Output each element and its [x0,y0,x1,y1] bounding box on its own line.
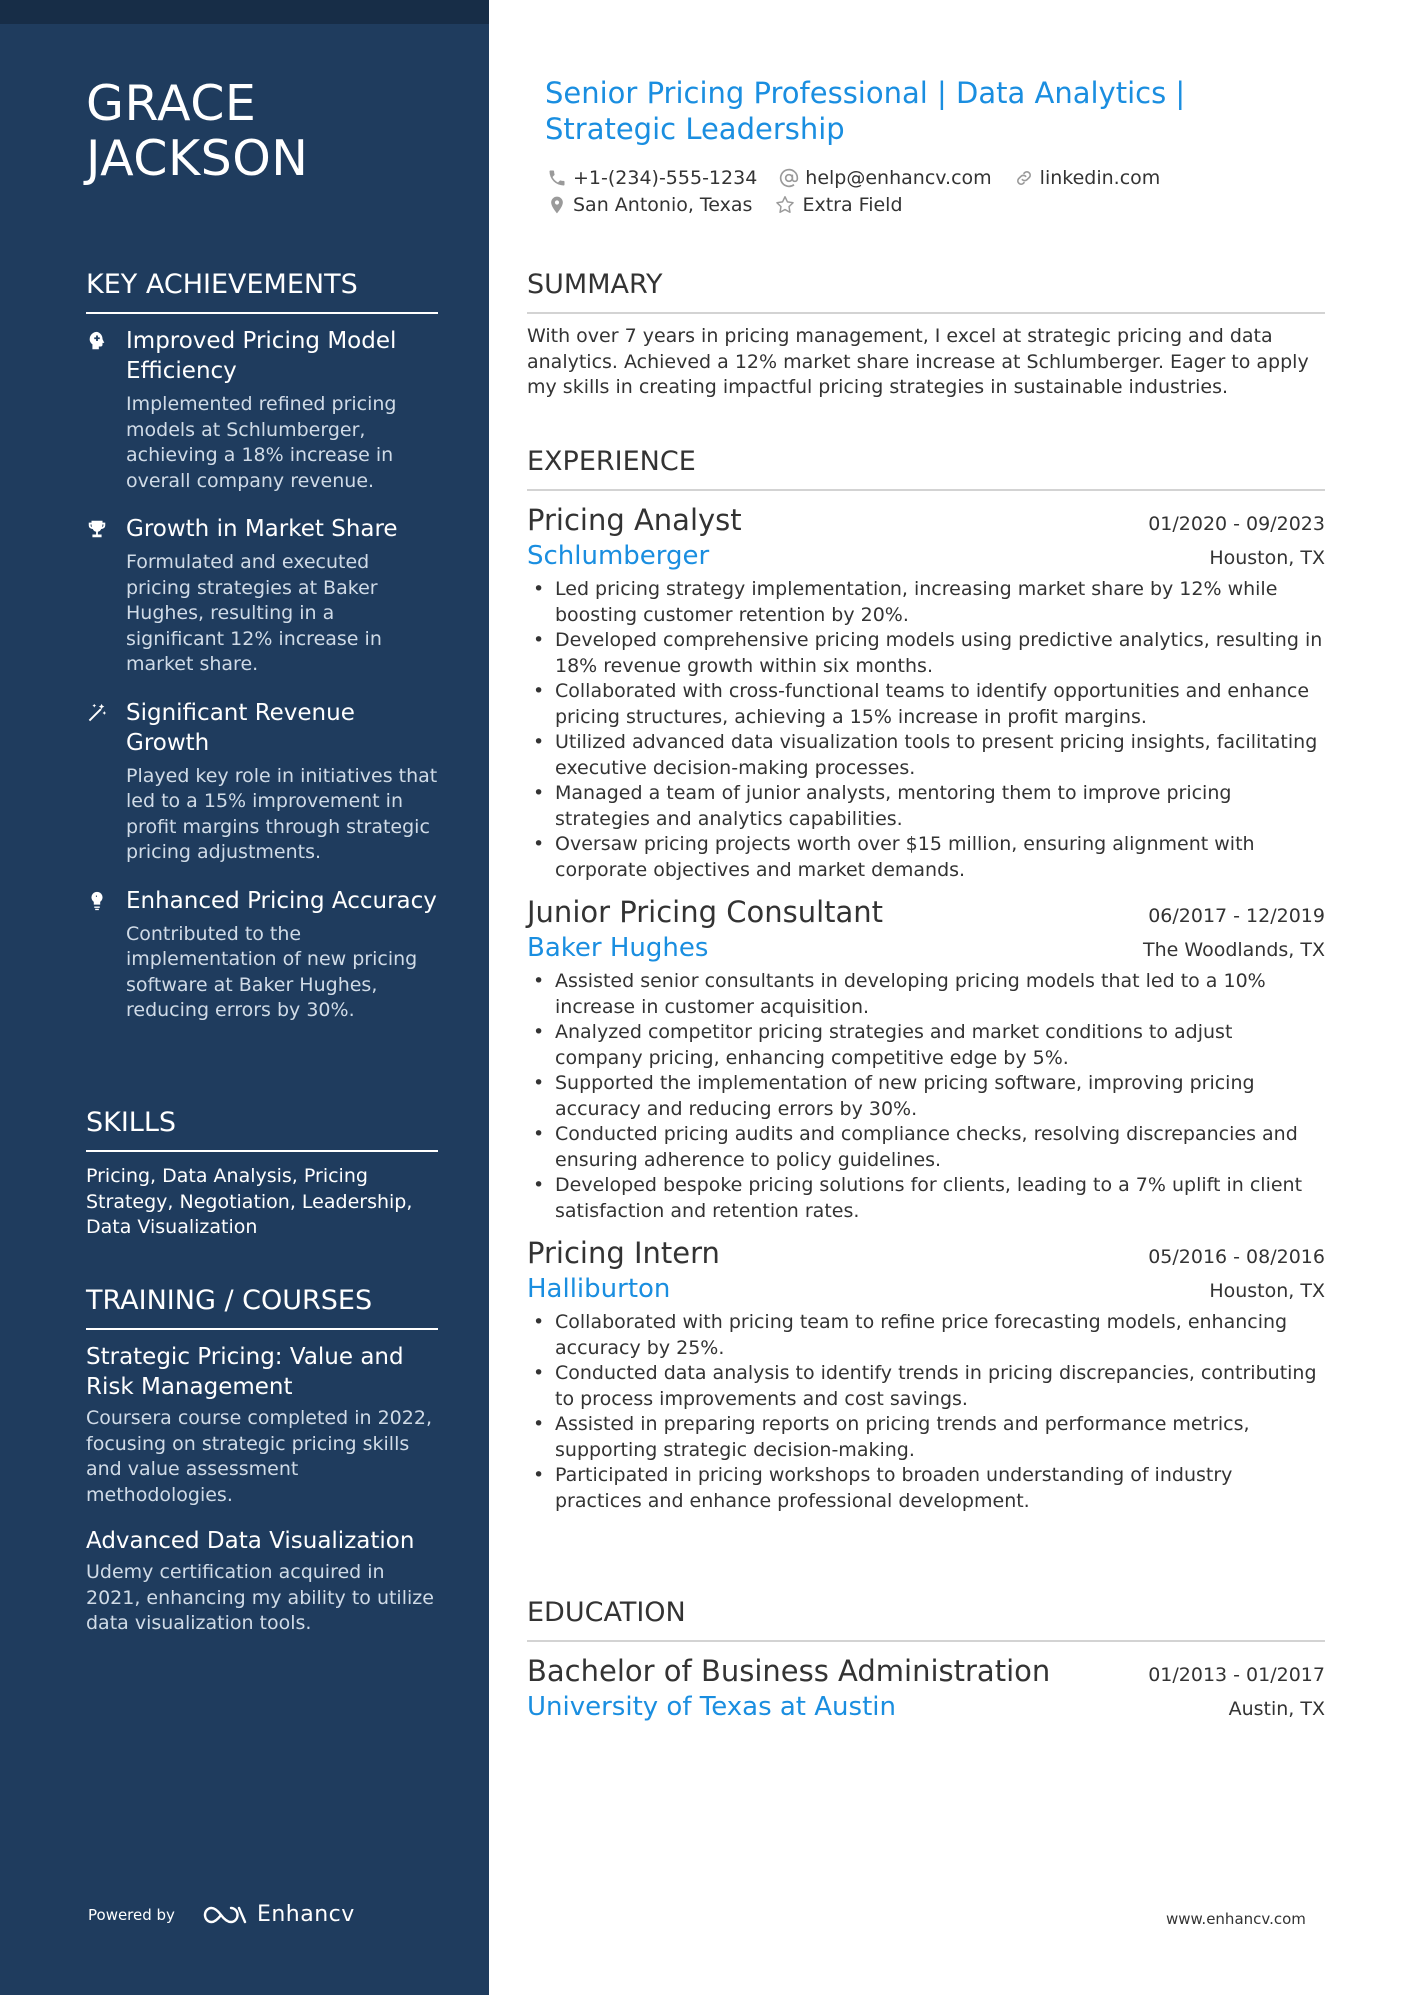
job-bullet: • Participated in pricing workshops to broaden understanding of industry practices and enhance professional development. [527,1463,1325,1514]
contact-info [547,164,1307,218]
email-address: help@enhancv.com [805,166,992,189]
job-bullet: • Analyzed competitor pricing strategies and market conditions to adjust company pricing, enhancing competitive edge by 5%. [527,1020,1325,1071]
job-bullet: • Developed comprehensive pricing models using predictive analytics, resulting in 18% revenue growth within six months. [527,628,1325,679]
email-contact[interactable] [779,167,991,189]
achievement-description: Played key role in initiatives that led to a 15% improvement in profit margins through strategic pricing adjustments. [126,764,438,863]
job-entry [527,893,1325,1224]
job-bullets [527,1310,1325,1514]
job-bullet: • Developed bespoke pricing solutions for clients, leading to a 7% uplift in client satisfaction and retention rates. [527,1173,1325,1224]
job-title: Junior Pricing Consultant [527,895,884,929]
summary-section [527,268,1325,401]
key-achievements-section [86,268,438,1044]
job-bullet: • Oversaw pricing projects worth over $15 million, ensuring alignment with corporate objectives and market demands. [527,832,1325,883]
enhancv-logo-icon [201,1903,249,1927]
course-description: Coursera course completed in 2022, focusing on strategic pricing skills and value assessment methodologies. [86,1407,432,1506]
enhancv-brand-name: Enhancv [256,1902,355,1927]
course-title: Advanced Data Visualization [86,1528,415,1554]
course-title: Strategic Pricing: Value and Risk Management [86,1344,404,1400]
job-title: Pricing Intern [527,1236,720,1270]
job-location: Houston, TX [1209,547,1325,569]
location-pin-icon [547,195,567,215]
sidebar [0,0,489,1995]
brain-icon [86,330,110,354]
job-location: The Woodlands, TX [1143,939,1325,961]
degree-title: Bachelor of Business Administration [527,1654,1051,1688]
job-company: Schlumberger [527,541,710,571]
experience-heading: EXPERIENCE [527,445,1325,491]
achievement-item [86,514,438,678]
achievement-title: Growth in Market Share [126,516,398,542]
extra-field-contact [774,194,902,216]
job-bullet: • Collaborated with cross-functional teams to identify opportunities and enhance pricing structures, achieving a 15% increase in profit margins. [527,679,1325,730]
job-bullet: • Collaborated with pricing team to refine price forecasting models, enhancing accuracy by 25%. [527,1310,1325,1361]
job-company: Halliburton [527,1274,671,1304]
job-bullets [527,969,1325,1224]
lightbulb-icon [86,890,110,914]
key-achievements-heading: KEY ACHIEVEMENTS [86,268,438,314]
enhancv-logo[interactable] [201,1902,355,1927]
achievement-description: Contributed to the implementation of new pricing software at Baker Hughes, reducing errors by 30%. [126,922,418,1021]
job-bullets [527,577,1325,883]
job-bullet: • Managed a team of junior analysts, mentoring them to improve pricing strategies and analytics capabilities. [527,781,1325,832]
location-text: San Antonio, Texas [573,193,753,216]
footer-url[interactable]: www.enhancv.com [1166,1910,1306,1928]
skills-section [86,1106,438,1241]
job-title: Pricing Analyst [527,503,742,537]
achievement-item [86,326,438,494]
achievement-title: Enhanced Pricing Accuracy [126,887,437,914]
job-dates: 05/2016 - 08/2016 [1148,1246,1325,1268]
course-description: Udemy certification acquired in 2021, enhancing my ability to utilize data visualization tools. [86,1561,434,1634]
phone-number: +1-(234)-555-1234 [573,166,758,189]
achievement-description: Formulated and executed pricing strategies at Baker Hughes, resulting in a significant 12% increase in market share. [126,551,382,675]
achievement-description: Implemented refined pricing models at Schlumberger, achieving a 18% increase in overall company revenue. [126,393,397,492]
achievement-title: Improved Pricing Model Efficiency [126,328,397,384]
education-section [527,1596,1325,1724]
school-name: University of Texas at Austin [527,1692,896,1722]
link-icon [1014,168,1034,188]
courses-heading: TRAINING / COURSES [86,1284,438,1330]
education-dates: 01/2013 - 01/2017 [1148,1664,1325,1686]
candidate-name [86,76,466,186]
achievement-title: Significant Revenue Growth [126,699,355,756]
powered-by [88,1902,355,1927]
job-entry [527,1234,1325,1514]
headline: Senior Pricing Professional | Data Analytics | Strategic Leadership [545,76,1186,146]
education-entry [527,1652,1325,1724]
at-icon [779,168,799,188]
job-location: Houston, TX [1209,1280,1325,1302]
extra-field-text: Extra Field [802,193,903,216]
star-icon [774,194,796,216]
job-bullet: • Supported the implementation of new pricing software, improving pricing accuracy and reducing errors by 30%. [527,1071,1325,1122]
course-item [86,1526,438,1637]
last-name: JACKSON [86,130,309,187]
location-contact [547,194,752,216]
summary-heading: SUMMARY [527,268,1325,314]
job-dates: 01/2020 - 09/2023 [1148,513,1325,535]
job-dates: 06/2017 - 12/2019 [1148,905,1325,927]
skills-list: Pricing, Data Analysis, Pricing Strategy, Negotiation, Leadership, Data Visualization [86,1165,413,1238]
skills-heading: SKILLS [86,1106,438,1152]
course-item [86,1342,438,1508]
link-contact[interactable] [1014,167,1161,189]
achievement-item [86,886,438,1024]
experience-section [527,445,1325,1514]
phone-contact[interactable] [547,167,757,189]
phone-icon [547,168,567,188]
job-bullet: • Led pricing strategy implementation, increasing market share by 12% while boosting customer retention by 20%. [527,577,1325,628]
link-text: linkedin.com [1039,166,1161,189]
job-bullet: • Utilized advanced data visualization tools to present pricing insights, facilitating executive decision-making processes. [527,730,1325,781]
first-name: GRACE [86,75,257,132]
job-entry [527,501,1325,883]
powered-by-label: Powered by [88,1905,175,1924]
job-bullet: • Conducted data analysis to identify trends in pricing discrepancies, contributing to process improvements and cost savings. [527,1361,1325,1412]
sidebar-top-bar [0,0,489,24]
job-company: Baker Hughes [527,933,709,963]
job-bullet: • Assisted senior consultants in developing pricing models that led to a 10% increase in customer acquisition. [527,969,1325,1020]
education-heading: EDUCATION [527,1596,1325,1642]
trophy-icon [86,518,110,542]
magic-wand-icon [86,702,110,726]
job-bullet: • Assisted in preparing reports on pricing trends and performance metrics, supporting strategic decision-making. [527,1412,1325,1463]
job-bullet: • Conducted pricing audits and compliance checks, resolving discrepancies and ensuring adherence to policy guidelines. [527,1122,1325,1173]
courses-section [86,1284,438,1655]
achievement-item [86,698,438,866]
summary-text: With over 7 years in pricing management, I excel at strategic pricing and data analytics. Achieved a 12% market share increase at Schlumberger. Eager to apply my skills in creating impactful pricing strategies in sustainable industries. [527,325,1309,398]
school-location: Austin, TX [1228,1698,1325,1720]
